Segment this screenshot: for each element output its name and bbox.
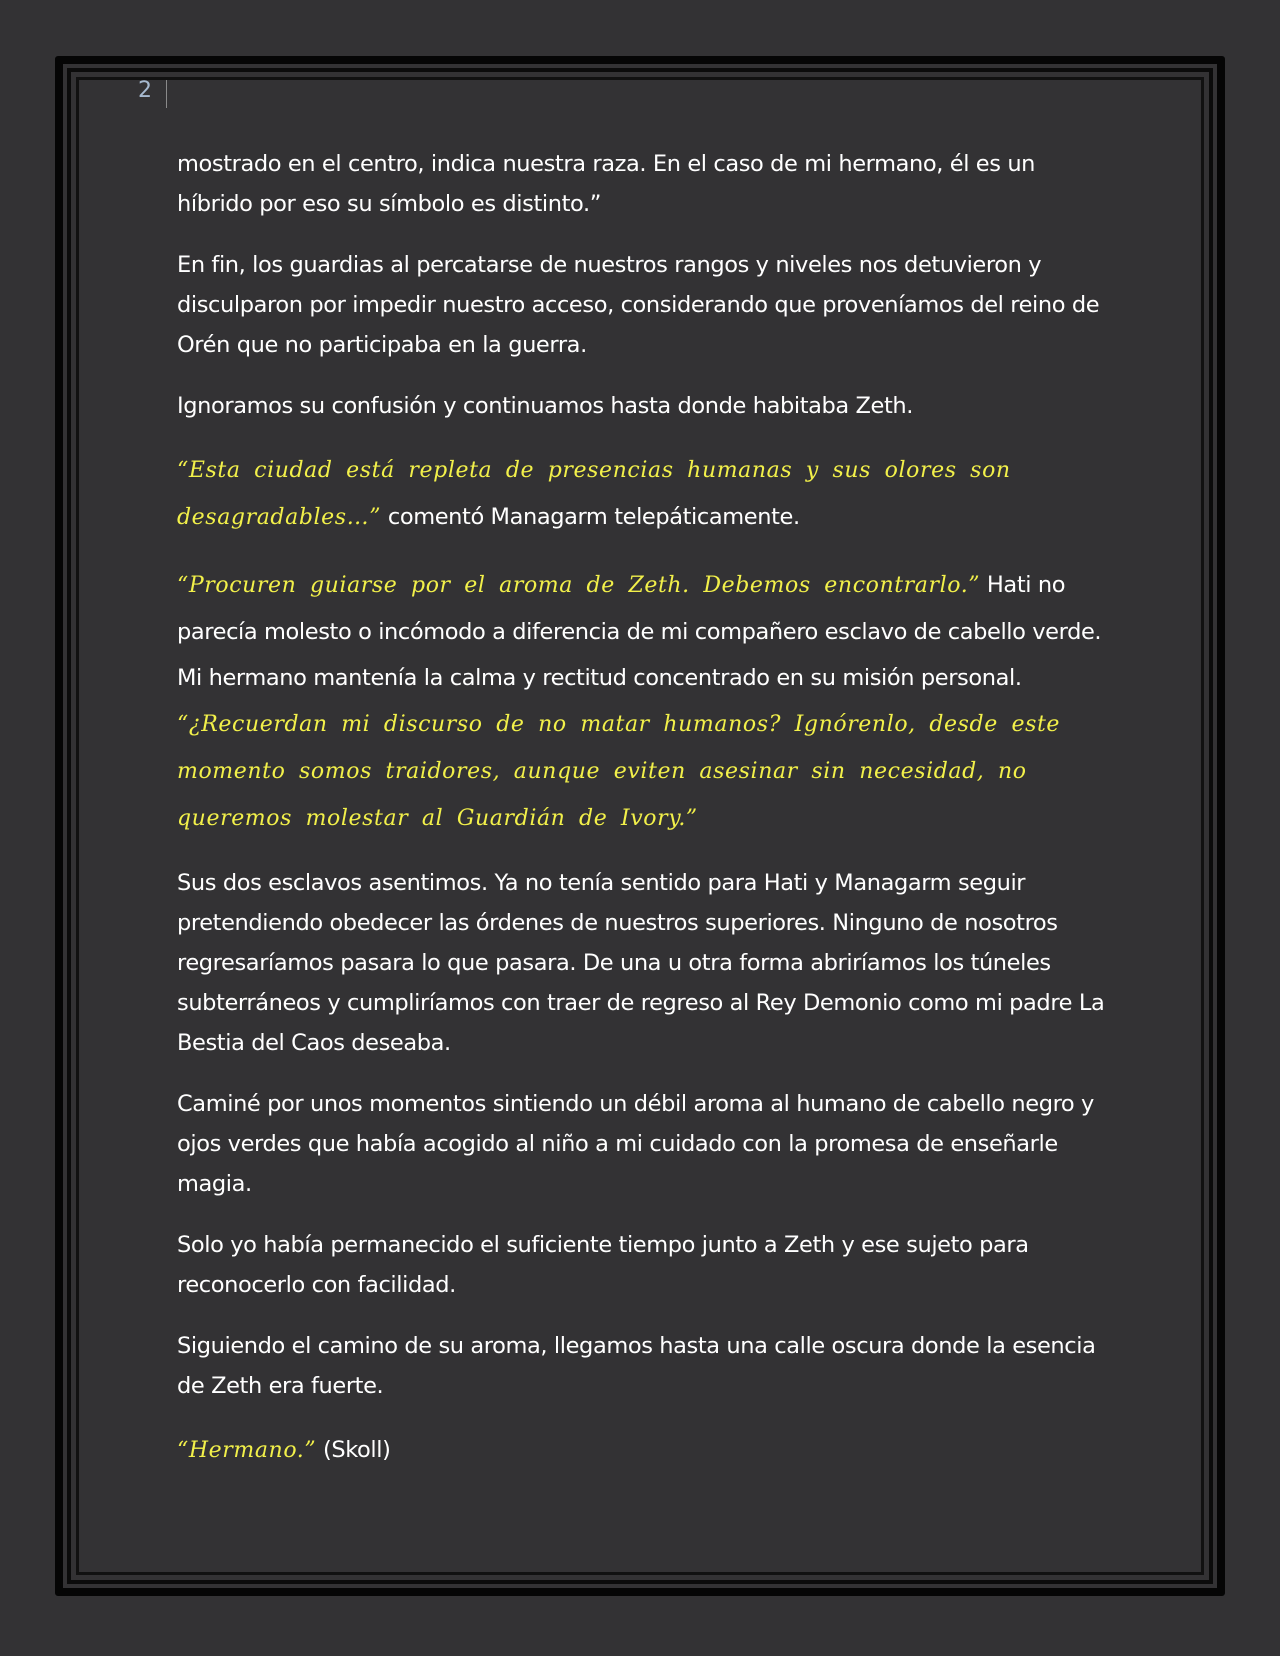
paragraph-3 (177, 386, 1107, 426)
paragraph-10 (177, 1427, 1107, 1474)
narration-text: mostrado en el centro, indica nuestra raza. En el caso de mi hermano, él es un híbrido por eso su símbolo es distinto.” (177, 151, 1036, 217)
telepathic-speech: “Procuren guiarse por el aroma de Zeth. Debemos encontrarlo.” (177, 573, 981, 598)
paragraph-9 (177, 1326, 1107, 1406)
paragraph-1 (177, 144, 1107, 224)
telepathic-speech: “Esta ciudad está repleta de presencias humanas y sus olores son desagradables…” (177, 458, 1011, 530)
paragraph-4 (177, 447, 1107, 541)
paragraph-8 (177, 1225, 1107, 1305)
narration-text: Sus dos esclavos asentimos. Ya no tenía sentido para Hati y Managarm seguir pretendiendo obedecer las órdenes de nuestros superiores. Ninguno de nosotros regresaríamos pasara lo que pasara. De una u otra forma abriríamos los túneles subterráneos y cumpliríamos con traer de regreso al Rey Demonio como mi padre La Bestia del Caos deseaba. (177, 870, 1105, 1056)
paragraph-5 (177, 562, 1107, 842)
telepathic-speech: “¿Recuerdan mi discurso de no matar humanos? Ignórenlo, desde este momento somos traidores, aunque eviten asesinar sin necesidad, no queremos molestar al Guardián de Ivory.” (177, 712, 1061, 831)
narration-text: Ignoramos su confusión y continuamos hasta donde habitaba Zeth. (177, 393, 914, 419)
narration-text: Hati no parecía molesto o incómodo a diferencia de mi compañero esclavo de cabello verde. Mi hermano mantenía la calma y rectitud concentrado en su misión personal. (177, 572, 1102, 691)
story-text (177, 144, 1107, 1495)
page-number: 2 (138, 78, 152, 103)
telepathic-speech: “Hermano.” (177, 1438, 317, 1463)
narration-text: Solo yo había permanecido el suficiente tiempo junto a Zeth y ese sujeto para reconocerlo con facilidad. (177, 1232, 1029, 1298)
narration-text: En fin, los guardias al percatarse de nuestros rangos y niveles nos detuvieron y disculparon por impedir nuestro acceso, considerando que proveníamos del reino de Orén que no participaba en la guerra. (177, 252, 1100, 358)
narration-text: comentó Managarm telepáticamente. (381, 504, 800, 530)
paragraph-7 (177, 1084, 1107, 1204)
paragraph-6 (177, 863, 1107, 1063)
narration-text: Siguiendo el camino de su aroma, llegamos hasta una calle oscura donde la esencia de Zeth era fuerte. (177, 1333, 1096, 1399)
paragraph-2 (177, 245, 1107, 365)
page-number-divider (166, 80, 167, 108)
narration-text: Caminé por unos momentos sintiendo un débil aroma al humano de cabello negro y ojos verdes que había acogido al niño a mi cuidado con la promesa de enseñarle magia. (177, 1091, 1094, 1197)
narration-text: (Skoll) (316, 1437, 391, 1463)
